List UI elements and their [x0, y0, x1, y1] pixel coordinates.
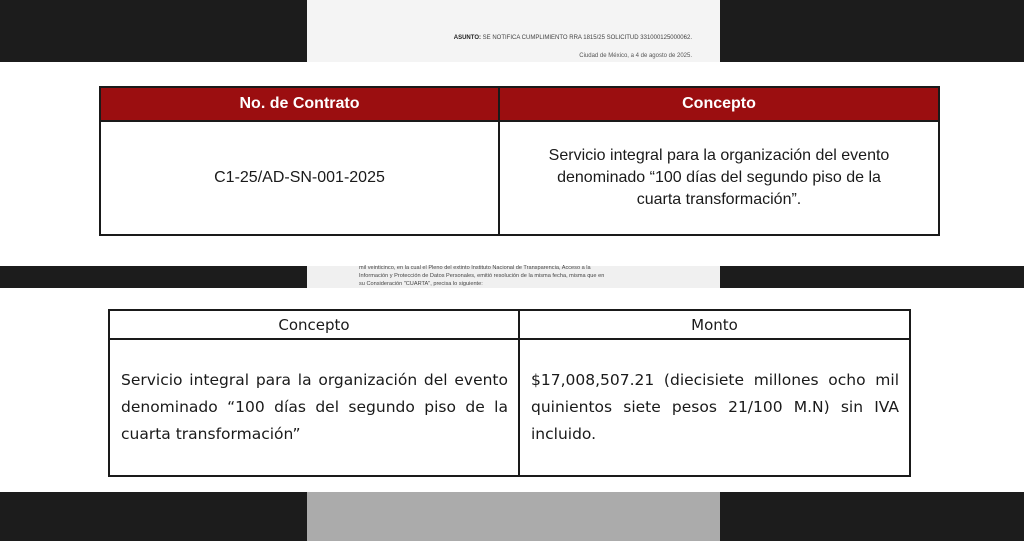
subject-label: ASUNTO:	[453, 35, 481, 41]
contract-concept-cell: Servicio integral para la organización del evento denominado “100 días del segundo piso de la cuarta transformación”.	[499, 121, 939, 235]
subject-text: SE NOTIFICA CUMPLIMIENTO RRA 1815/25 SOLICITUD 331000125000062.	[482, 35, 692, 41]
table-row	[109, 339, 910, 476]
amount-value-cell: $17,008,507.21 (diecisiete millones ocho mil quinientos siete pesos 21/100 M.N) sin IVA incluido.	[519, 339, 910, 476]
contract-number-cell: C1-25/AD-SN-001-2025	[100, 121, 499, 235]
document-page-header	[307, 0, 720, 62]
amount-concept-cell: Servicio integral para la organización del evento denominado “100 días del segundo piso de la cuarta transformación”	[109, 339, 519, 476]
header-amount: Monto	[519, 310, 910, 339]
subject-line	[454, 35, 692, 41]
amount-table-panel	[0, 288, 1024, 492]
document-page-footer	[307, 492, 720, 541]
table-header-row	[100, 87, 939, 121]
amount-table	[108, 309, 911, 477]
body-line-1: mil veinticinco, en la cual el Pleno del extinto Instituto Nacional de Transparencia, Acceso a la	[359, 265, 591, 271]
body-line-3: su Consideración "CUARTA", precisa lo siguiente:	[359, 281, 483, 287]
header-concept: Concepto	[499, 87, 939, 121]
header-contract-number: No. de Contrato	[100, 87, 499, 121]
contract-table-panel	[0, 62, 1024, 266]
body-line-2: Información y Protección de Datos Personales, emitió resolución de la misma fecha, misma que en	[359, 273, 605, 279]
date-line: Ciudad de México, a 4 de agosto de 2025.	[579, 53, 692, 59]
table-header-row	[109, 310, 910, 339]
header-concept: Concepto	[109, 310, 519, 339]
table-row	[100, 121, 939, 235]
contract-table	[99, 86, 940, 236]
document-page-body-strip	[307, 266, 720, 288]
